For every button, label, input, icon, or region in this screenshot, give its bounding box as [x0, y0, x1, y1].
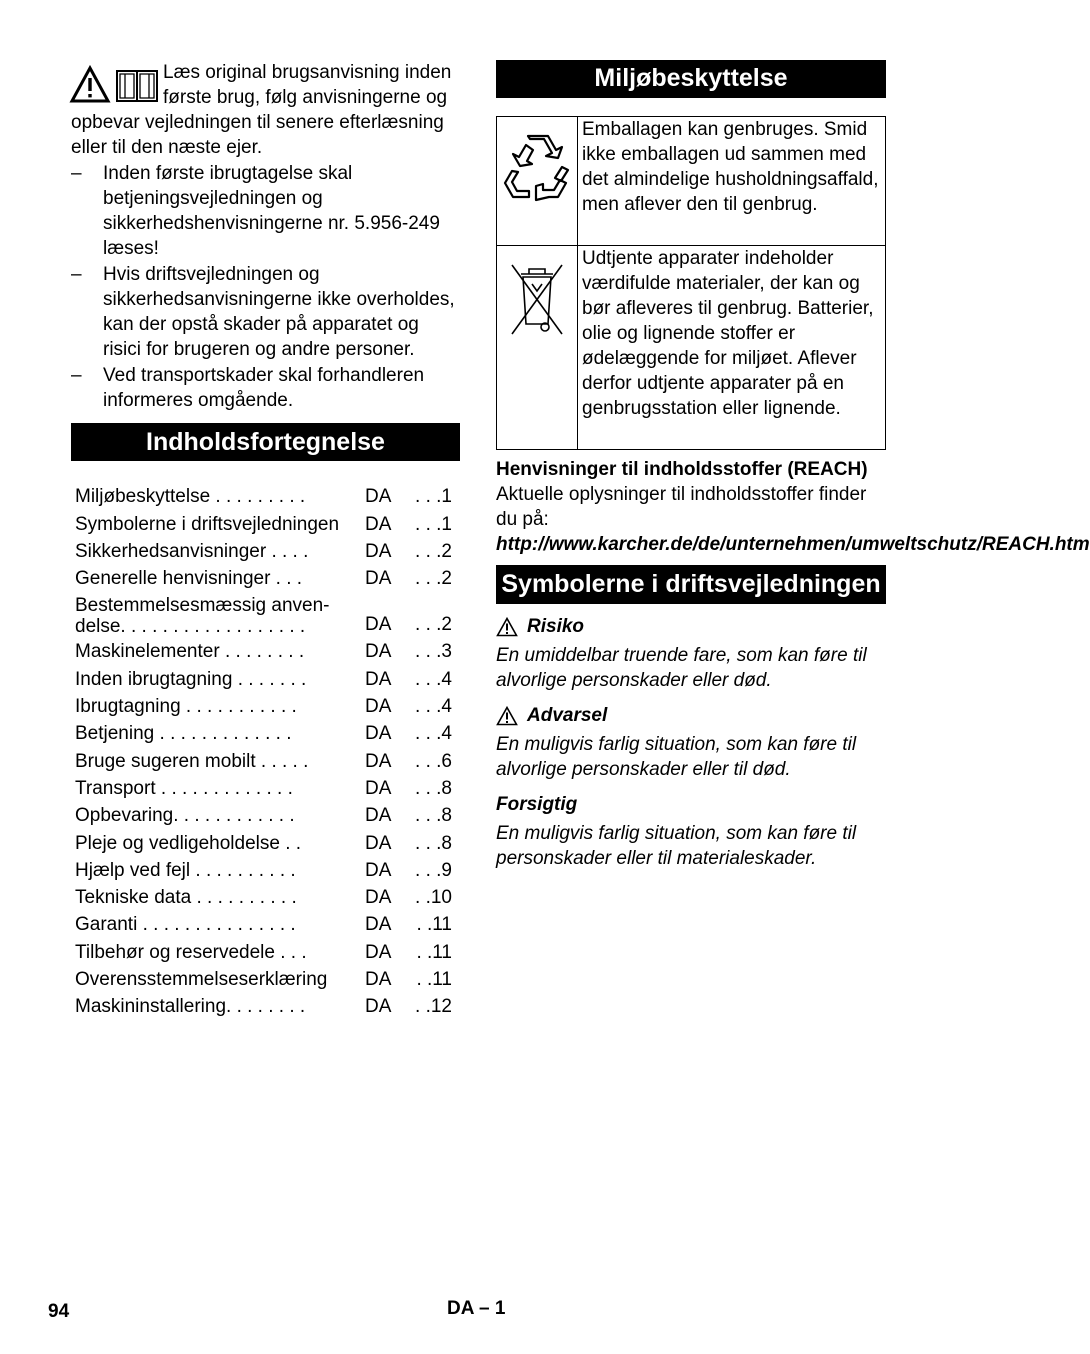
- table-row: [71, 537, 460, 564]
- toc-title: Garanti . . . . . . . . . . . . . . .: [75, 914, 296, 936]
- toc-title: Overensstemmelseserklæring: [75, 969, 328, 991]
- toc-title: Symbolerne i driftsvejledningen: [75, 513, 340, 535]
- toc-language: DA: [365, 941, 392, 963]
- symbols-heading: Symbolerne i driftsvejledningen: [496, 565, 886, 604]
- toc-page: . . .9: [415, 859, 452, 881]
- toc-title: Sikkerhedsanvisninger . . . .: [75, 540, 309, 562]
- toc-title: Hjælp ved fejl . . . . . . . . . .: [75, 859, 296, 881]
- table-row: [71, 637, 460, 664]
- toc-language: DA: [365, 614, 392, 636]
- left-column: [71, 60, 460, 1019]
- toc-title: Ibrugtagning . . . . . . . . . . .: [75, 696, 297, 718]
- list-item: – Hvis driftsvejledningen og sikkerhedsanvisningerne ikke overholdes, kan der opstå skader på apparatet og risici for brugeren og andre personer.: [71, 264, 455, 360]
- toc-page: . .11: [416, 914, 452, 936]
- symbol-caution-text: En muligvis farlig situation, som kan føre til personskader eller til materialeskader.: [496, 823, 857, 869]
- reach-heading: Henvisninger til indholdsstoffer (REACH): [496, 459, 868, 480]
- toc-language: DA: [365, 723, 392, 745]
- toc-title: Betjening . . . . . . . . . . . . .: [75, 723, 292, 745]
- symbol-risk-heading: Risiko: [496, 614, 886, 639]
- intro-text: Læs original brugsanvisning inden første brug, følg anvisningerne og opbevar vejledningen til senere efterlæsning eller til den næste ejer.: [71, 62, 452, 158]
- toc-language: DA: [365, 996, 392, 1018]
- toc-title: Opbevaring. . . . . . . . . . . .: [75, 805, 295, 827]
- toc-language: DA: [365, 777, 392, 799]
- toc-language: DA: [365, 513, 392, 535]
- table-row: [71, 774, 460, 801]
- toc-language: DA: [365, 969, 392, 991]
- weee-icon-cell: [497, 246, 578, 450]
- toc-title: Tekniske data . . . . . . . . . .: [75, 887, 297, 909]
- page-number: 94: [48, 1301, 70, 1322]
- toc-page: . .12: [415, 996, 452, 1018]
- toc-language: DA: [365, 914, 392, 936]
- toc-title: Pleje og vedligeholdelse . .: [75, 832, 302, 854]
- toc-language: DA: [365, 641, 392, 663]
- warning-triangle-icon: [496, 617, 518, 637]
- toc-title: Bruge sugeren mobilt . . . . .: [75, 750, 309, 772]
- toc-page: . .11: [416, 941, 452, 963]
- symbol-caution-heading: Forsigtig: [496, 794, 578, 815]
- toc-page: . . .3: [415, 641, 452, 663]
- toc-title: Bestemmelsesmæssig anven- delse. . . . . . . . . . . . . . . . . .: [75, 595, 330, 638]
- warning-triangle-icon: [496, 706, 518, 726]
- list-item: – Ved transportskader skal forhandleren informeres omgående.: [71, 365, 425, 411]
- toc-language: DA: [365, 832, 392, 854]
- toc-page: . . .8: [415, 832, 452, 854]
- table-row: [71, 801, 460, 828]
- table-row: [71, 856, 460, 883]
- toc-title: Tilbehør og reservedele . . .: [75, 941, 307, 963]
- toc-page: . . .4: [415, 696, 452, 718]
- toc-page: . . .1: [415, 486, 452, 508]
- reach-text: Aktuelle oplysninger til indholdsstoffer finder du på:: [496, 484, 867, 530]
- weee-text: Udtjente apparater indeholder værdifulde materialer, der kan og bør afleveres til genbrug. Batterier, olie og lignende stoffer er ødelæggende for miljøet. Aflever derfor udtjente apparater på en genbrugsstation eller lignende.: [578, 246, 886, 450]
- toc-page: . .11: [416, 969, 452, 991]
- list-item: – Inden første ibrugtagelse skal betjeningsvejledningen og sikkerhedshenvisningerne nr. 5.956-249 læses!: [71, 163, 440, 259]
- right-column: [496, 60, 1090, 871]
- table-row: [71, 746, 460, 773]
- table-row: [71, 591, 460, 637]
- table-row: [71, 937, 460, 964]
- table-row: [71, 719, 460, 746]
- toc-page: . . .6: [415, 750, 452, 772]
- table-row: [71, 883, 460, 910]
- table-row: [71, 992, 460, 1019]
- toc-title: Maskininstallering. . . . . . . .: [75, 996, 306, 1018]
- section-page-label: DA – 1: [447, 1298, 506, 1319]
- toc-page: . . .8: [415, 777, 452, 799]
- table-row: [71, 965, 460, 992]
- intro-notice: [71, 60, 460, 160]
- table-row: [71, 509, 460, 536]
- toc-language: DA: [365, 540, 392, 562]
- toc-page: . . .4: [415, 723, 452, 745]
- notice-list: [71, 161, 460, 413]
- recycle-icon-cell: [497, 117, 578, 246]
- toc-page: . .10: [415, 887, 452, 909]
- environment-heading: Miljøbeskyttelse: [496, 60, 886, 98]
- table-row: [71, 482, 460, 509]
- table-row: [71, 910, 460, 937]
- warning-manual-icons: [71, 66, 163, 106]
- toc-page: . . .2: [415, 540, 452, 562]
- symbol-warning-heading: Advarsel: [496, 703, 886, 728]
- toc-language: DA: [365, 668, 392, 690]
- table-row: [71, 692, 460, 719]
- toc-page: . . .2: [415, 614, 452, 636]
- table-row: [71, 664, 460, 691]
- toc-language: DA: [365, 568, 392, 590]
- symbol-risk-text: En umiddelbar truende fare, som kan føre til alvorlige personskader eller død.: [496, 645, 867, 691]
- toc-title: Miljøbeskyttelse . . . . . . . . .: [75, 486, 306, 508]
- toc-language: DA: [365, 859, 392, 881]
- symbol-warning-text: En muligvis farlig situation, som kan føre til alvorlige personskader eller til død.: [496, 734, 857, 780]
- reach-link[interactable]: http://www.karcher.de/de/unternehmen/umweltschutz/REACH.htm: [496, 534, 1090, 555]
- recycle-icon: [500, 131, 574, 205]
- recycle-text: Emballagen kan genbruges. Smid ikke emballagen ud sammen med det almindelige husholdningsaffald, men aflever den til genbrug.: [578, 117, 886, 246]
- toc-page: . . .8: [415, 805, 452, 827]
- toc-heading: Indholdsfortegnelse: [71, 423, 460, 461]
- toc-language: DA: [365, 887, 392, 909]
- toc-page: . . .4: [415, 668, 452, 690]
- toc-title: Transport . . . . . . . . . . . . .: [75, 777, 293, 799]
- toc-language: DA: [365, 696, 392, 718]
- toc-title: Inden ibrugtagning . . . . . . .: [75, 668, 307, 690]
- table-row: [71, 828, 460, 855]
- environment-table: [496, 116, 886, 450]
- toc-language: DA: [365, 486, 392, 508]
- table-row: [71, 564, 460, 591]
- toc-title: Maskinelementer . . . . . . . .: [75, 641, 305, 663]
- crossed-bin-icon: [507, 258, 567, 338]
- table-of-contents: [71, 482, 460, 1019]
- toc-language: DA: [365, 805, 392, 827]
- toc-page: . . .1: [415, 513, 452, 535]
- toc-language: DA: [365, 750, 392, 772]
- toc-title: Generelle henvisninger . . .: [75, 568, 303, 590]
- warning-triangle-book-icon: [71, 66, 159, 104]
- toc-page: . . .2: [415, 568, 452, 590]
